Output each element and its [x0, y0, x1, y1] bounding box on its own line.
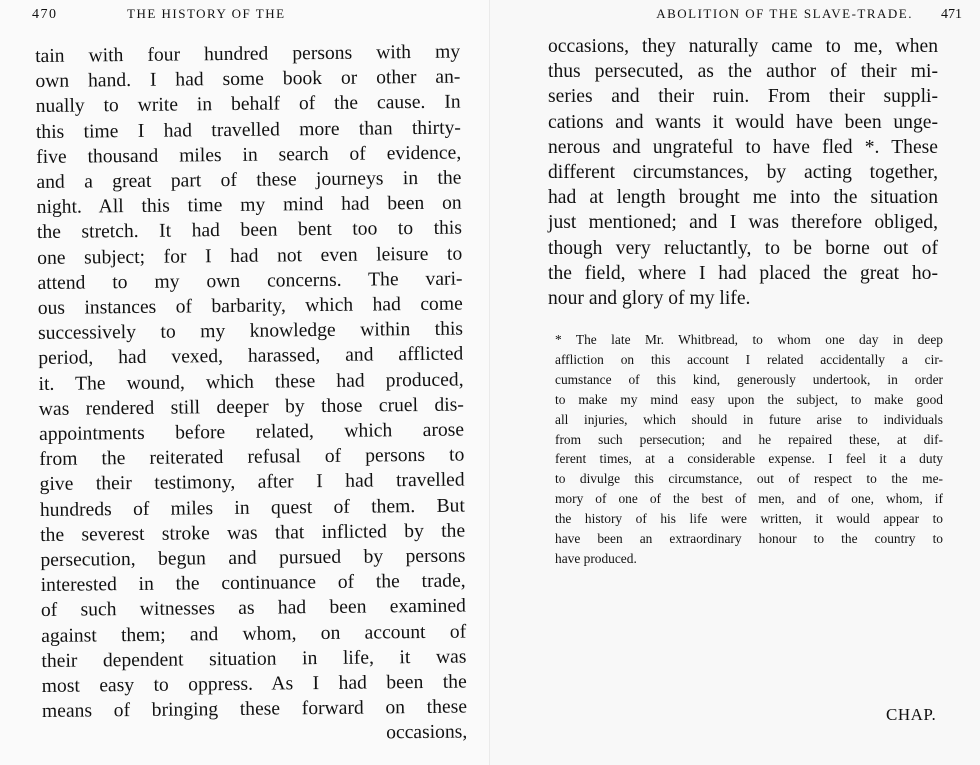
text-line: hundreds of miles in quest of them. But [39, 495, 465, 521]
text-line: interested in the continuance of the trade, [40, 570, 466, 597]
text-line: occasions, they naturally came to me, when [548, 36, 938, 57]
right-body-text [548, 34, 938, 311]
text-line: own hand. I had some book or other an- [35, 66, 461, 93]
text-line: most easy to oppress. As I had been the [41, 671, 467, 698]
text-line: their dependent situation in life, it was [41, 646, 467, 672]
text-line: the stretch. It had been bent too to this [36, 217, 463, 244]
footnote-line: ferent times, at a considerable expense. I feel it a duty [555, 451, 943, 467]
text-line: means of bringing these forward on these [41, 696, 468, 723]
text-line: just mentioned; and I was therefore obliged, [548, 212, 938, 234]
text-line: appointments before related, which arose [38, 419, 465, 446]
left-body-text [35, 40, 467, 750]
footnote-line: to make my mind easy upon the subject, to make good [555, 391, 943, 407]
text-line: give their testimony, after I had travelled [39, 469, 465, 496]
left-running-head [32, 6, 286, 23]
text-line: different circumstances, by acting together, [548, 162, 938, 184]
footnote-line: the history of his life were written, it would appear to [555, 511, 943, 527]
footnote-line: mory of one of the best of men, and of one, whom, if [555, 491, 943, 507]
text-line: period, had vexed, harassed, and afflicted [38, 343, 464, 370]
text-line: it. The wound, which these had produced, [38, 369, 464, 395]
footnote-line-end: have produced. [555, 550, 637, 566]
right-running-head [656, 6, 962, 23]
text-line: of such witnesses as had been examined [40, 595, 467, 622]
text-line: attend to my own concerns. The vari- [37, 268, 463, 294]
footnote-line: all injuries, which should in future arise to individuals [555, 411, 943, 427]
footnote-line: * The late Mr. Whitbread, to whom one day in deep [555, 332, 943, 347]
text-line: persecution, begun and pursued by persons [40, 545, 466, 572]
left-page-number: 470 [32, 7, 58, 22]
left-running-title: THE HISTORY OF THE [127, 6, 286, 21]
text-line: nually to write in behalf of the cause. In [35, 91, 461, 118]
text-line: the field, where I had placed the great ho- [548, 262, 938, 284]
text-line: ous instances of barbarity, which had come [37, 293, 463, 320]
text-line: night. All this time my mind had been on [36, 192, 462, 219]
text-line: the severest stroke was that inflicted by the [40, 520, 466, 546]
text-line: this time I had travelled more than thirty- [35, 117, 462, 143]
text-line: cations and wants it would have been unge- [548, 111, 938, 133]
text-line: nerous and ungrateful to have fled *. These [548, 136, 938, 158]
footnote-line: to divulge this circumstance, out of respect to the me- [555, 471, 943, 487]
footnote [555, 330, 943, 569]
text-line: was rendered still deeper by those cruel dis- [38, 394, 464, 420]
text-line: five thousand miles in search of evidence, [36, 142, 462, 168]
text-line: though very reluctantly, to be borne out of [548, 237, 938, 259]
text-line: series and their ruin. From their suppli- [548, 86, 938, 108]
text-line: one subject; for I had not even leisure to [37, 243, 463, 269]
text-line: successively to my knowledge within this [37, 318, 464, 345]
text-line: from the reiterated refusal of persons to [39, 444, 465, 471]
catchword: CHAP. [886, 705, 937, 724]
footnote-line: from such persecution; and he repaired these, at dif- [555, 431, 943, 447]
text-line: and a great part of these journeys in the [36, 167, 462, 194]
footnote-line: cumstance of this kind, generously undertook, in order [555, 371, 943, 387]
text-line: had at length brought me into the situation [548, 187, 938, 209]
text-line-paragraph-end: nour and glory of my life. [548, 288, 751, 310]
footnote-line: have been an extraordinary honour to the country to [555, 531, 943, 547]
right-running-title: ABOLITION OF THE SLAVE-TRADE. [656, 6, 913, 21]
text-line: against them; and whom, on account of [41, 621, 467, 647]
text-line: thus persecuted, as the author of their mi- [548, 61, 938, 83]
right-page-number: 471 [941, 7, 962, 22]
text-line: tain with four hundred persons with my [35, 41, 461, 67]
footnote-line: affliction on this account I related accidentally a cir- [555, 351, 943, 367]
text-line-carryover: occasions, [386, 721, 468, 744]
